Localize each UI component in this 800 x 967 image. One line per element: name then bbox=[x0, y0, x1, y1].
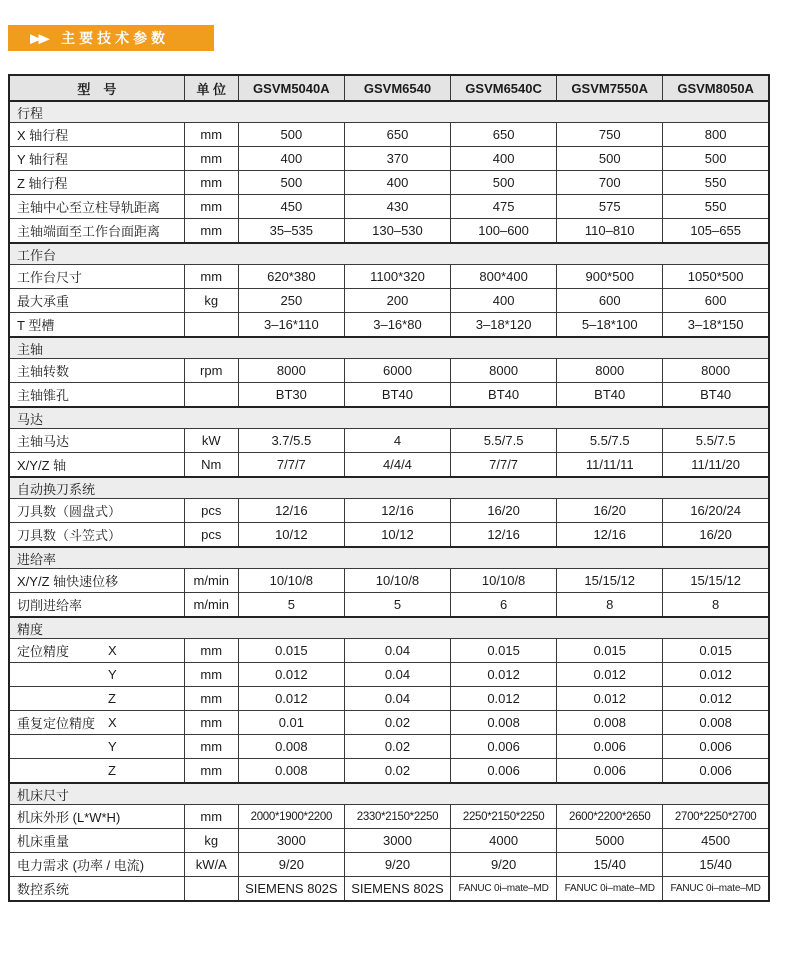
value-cell: 0.02 bbox=[344, 711, 450, 735]
value-cell: 1050*500 bbox=[663, 265, 769, 289]
value-cell: 0.015 bbox=[238, 639, 344, 663]
value-cell: 0.01 bbox=[238, 711, 344, 735]
value-cell: 10/12 bbox=[344, 523, 450, 548]
row-label-text: 主轴中心至立柱导轨距离 bbox=[17, 200, 161, 215]
unit-cell: mm bbox=[184, 735, 238, 759]
value-cell: 10/10/8 bbox=[238, 569, 344, 593]
value-cell: 500 bbox=[238, 171, 344, 195]
value-cell: 800*400 bbox=[451, 265, 557, 289]
unit-cell: m/min bbox=[184, 593, 238, 618]
section-title: 机床尺寸 bbox=[9, 783, 769, 805]
section-row bbox=[9, 547, 769, 569]
table-row bbox=[9, 711, 769, 735]
table-row bbox=[9, 265, 769, 289]
value-cell: 3–16*80 bbox=[344, 313, 450, 338]
value-cell: 400 bbox=[451, 147, 557, 171]
value-cell: 3–18*120 bbox=[451, 313, 557, 338]
table-row bbox=[9, 523, 769, 548]
section-row bbox=[9, 477, 769, 499]
unit-cell: mm bbox=[184, 663, 238, 687]
row-label bbox=[9, 639, 184, 663]
value-cell: 0.006 bbox=[663, 759, 769, 784]
row-label-text: 主轴端面至工作台面距离 bbox=[17, 224, 161, 239]
value-cell: 110–810 bbox=[557, 219, 663, 244]
row-label bbox=[9, 219, 184, 244]
value-cell: 8000 bbox=[238, 359, 344, 383]
row-label bbox=[9, 195, 184, 219]
value-cell: 2250*2150*2250 bbox=[451, 805, 557, 829]
table-row bbox=[9, 289, 769, 313]
unit-cell: kW/A bbox=[184, 853, 238, 877]
row-label bbox=[9, 265, 184, 289]
value-cell: 8000 bbox=[451, 359, 557, 383]
row-label bbox=[9, 359, 184, 383]
value-cell: SIEMENS 802S bbox=[344, 877, 450, 902]
row-label-text: 主轴马达 bbox=[17, 434, 70, 449]
value-cell: 5 bbox=[238, 593, 344, 618]
section-row bbox=[9, 783, 769, 805]
value-cell: 35–535 bbox=[238, 219, 344, 244]
table-row bbox=[9, 147, 769, 171]
row-label-text: 主轴锥孔 bbox=[17, 388, 70, 403]
value-cell: 0.012 bbox=[557, 687, 663, 711]
value-cell: BT40 bbox=[557, 383, 663, 408]
value-cell: 12/16 bbox=[557, 523, 663, 548]
model-column-header: 型 号 bbox=[9, 75, 184, 101]
unit-cell: m/min bbox=[184, 569, 238, 593]
value-cell: FANUC 0i–mate–MD bbox=[663, 877, 769, 902]
model-name-header: GSVM6540 bbox=[344, 75, 450, 101]
value-cell: 400 bbox=[238, 147, 344, 171]
row-label bbox=[9, 123, 184, 147]
value-cell: 0.008 bbox=[451, 711, 557, 735]
section-row bbox=[9, 617, 769, 639]
value-cell: 10/10/8 bbox=[344, 569, 450, 593]
unit-cell: rpm bbox=[184, 359, 238, 383]
section-row bbox=[9, 243, 769, 265]
value-cell: 2700*2250*2700 bbox=[663, 805, 769, 829]
row-label bbox=[9, 829, 184, 853]
banner-title: 主要技术参数 bbox=[61, 30, 170, 46]
table-row bbox=[9, 569, 769, 593]
row-label-text: 机床外形 (L*W*H) bbox=[17, 810, 121, 825]
value-cell: 0.006 bbox=[557, 759, 663, 784]
model-name-header: GSVM6540C bbox=[451, 75, 557, 101]
table-row bbox=[9, 639, 769, 663]
row-label bbox=[9, 569, 184, 593]
value-cell: 8000 bbox=[663, 359, 769, 383]
value-cell: 400 bbox=[344, 171, 450, 195]
table-row bbox=[9, 735, 769, 759]
section-title: 主轴 bbox=[9, 337, 769, 359]
value-cell: BT40 bbox=[663, 383, 769, 408]
row-label bbox=[9, 853, 184, 877]
row-label bbox=[9, 313, 184, 338]
unit-cell: kg bbox=[184, 829, 238, 853]
value-cell: BT40 bbox=[344, 383, 450, 408]
row-label bbox=[9, 171, 184, 195]
spec-table bbox=[8, 74, 770, 902]
unit-cell: mm bbox=[184, 123, 238, 147]
value-cell: 0.02 bbox=[344, 759, 450, 784]
value-cell: 500 bbox=[663, 147, 769, 171]
value-cell: 0.006 bbox=[557, 735, 663, 759]
value-cell: 16/20 bbox=[557, 499, 663, 523]
value-cell: 11/11/11 bbox=[557, 453, 663, 478]
section-row bbox=[9, 101, 769, 123]
unit-cell bbox=[184, 877, 238, 902]
value-cell: FANUC 0i–mate–MD bbox=[451, 877, 557, 902]
section-title: 马达 bbox=[9, 407, 769, 429]
table-row bbox=[9, 429, 769, 453]
value-cell: 430 bbox=[344, 195, 450, 219]
value-cell: 0.012 bbox=[557, 663, 663, 687]
model-name-header: GSVM7550A bbox=[557, 75, 663, 101]
value-cell: 0.012 bbox=[451, 663, 557, 687]
value-cell: 9/20 bbox=[451, 853, 557, 877]
value-cell: 7/7/7 bbox=[451, 453, 557, 478]
row-label bbox=[9, 663, 184, 687]
section-banner bbox=[8, 25, 214, 51]
row-label-text: 最大承重 bbox=[17, 294, 70, 309]
unit-cell bbox=[184, 383, 238, 408]
value-cell: 5–18*100 bbox=[557, 313, 663, 338]
row-label bbox=[9, 453, 184, 478]
value-cell: 4500 bbox=[663, 829, 769, 853]
value-cell: 0.008 bbox=[238, 735, 344, 759]
value-cell: 130–530 bbox=[344, 219, 450, 244]
value-cell: 4000 bbox=[451, 829, 557, 853]
table-row bbox=[9, 499, 769, 523]
table-row bbox=[9, 313, 769, 338]
row-label bbox=[9, 687, 184, 711]
double-arrow-icon: ▶▶ bbox=[30, 30, 48, 46]
value-cell: 0.012 bbox=[663, 687, 769, 711]
value-cell: 5.5/7.5 bbox=[663, 429, 769, 453]
value-cell: 12/16 bbox=[344, 499, 450, 523]
value-cell: 15/15/12 bbox=[557, 569, 663, 593]
value-cell: BT30 bbox=[238, 383, 344, 408]
value-cell: 16/20 bbox=[451, 499, 557, 523]
value-cell: 400 bbox=[451, 289, 557, 313]
value-cell: 8 bbox=[663, 593, 769, 618]
row-label-text: 电力需求 (功率 / 电流) bbox=[17, 858, 145, 873]
table-row bbox=[9, 663, 769, 687]
unit-cell: mm bbox=[184, 195, 238, 219]
value-cell: 8000 bbox=[557, 359, 663, 383]
table-row bbox=[9, 171, 769, 195]
table-row bbox=[9, 829, 769, 853]
value-cell: 15/40 bbox=[663, 853, 769, 877]
unit-cell: mm bbox=[184, 759, 238, 784]
unit-cell: mm bbox=[184, 219, 238, 244]
table-row bbox=[9, 453, 769, 478]
value-cell: 200 bbox=[344, 289, 450, 313]
axis-label: X bbox=[108, 643, 117, 658]
value-cell: 700 bbox=[557, 171, 663, 195]
value-cell: 3–18*150 bbox=[663, 313, 769, 338]
row-label bbox=[9, 499, 184, 523]
value-cell: 620*380 bbox=[238, 265, 344, 289]
value-cell: 0.006 bbox=[451, 759, 557, 784]
value-cell: 900*500 bbox=[557, 265, 663, 289]
value-cell: 3000 bbox=[238, 829, 344, 853]
model-name-header: GSVM8050A bbox=[663, 75, 769, 101]
section-title: 自动换刀系统 bbox=[9, 477, 769, 499]
value-cell: 500 bbox=[451, 171, 557, 195]
unit-cell: mm bbox=[184, 687, 238, 711]
value-cell: 7/7/7 bbox=[238, 453, 344, 478]
axis-label: Z bbox=[108, 763, 116, 778]
value-cell: 0.006 bbox=[451, 735, 557, 759]
model-name-header: GSVM5040A bbox=[238, 75, 344, 101]
value-cell: 0.015 bbox=[451, 639, 557, 663]
value-cell: 370 bbox=[344, 147, 450, 171]
value-cell: 12/16 bbox=[451, 523, 557, 548]
value-cell: 12/16 bbox=[238, 499, 344, 523]
value-cell: 0.012 bbox=[663, 663, 769, 687]
section-title: 进给率 bbox=[9, 547, 769, 569]
value-cell: SIEMENS 802S bbox=[238, 877, 344, 902]
row-label bbox=[9, 523, 184, 548]
value-cell: 550 bbox=[663, 171, 769, 195]
axis-label: Z bbox=[108, 691, 116, 706]
value-cell: 600 bbox=[663, 289, 769, 313]
table-row bbox=[9, 383, 769, 408]
value-cell: 8 bbox=[557, 593, 663, 618]
row-label-text: 主轴转数 bbox=[17, 364, 70, 379]
row-label-text: 刀具数（斗笠式） bbox=[17, 528, 122, 543]
unit-cell bbox=[184, 313, 238, 338]
value-cell: 475 bbox=[451, 195, 557, 219]
axis-label: Y bbox=[108, 739, 117, 754]
row-label-text: Z 轴行程 bbox=[17, 176, 68, 191]
section-title: 工作台 bbox=[9, 243, 769, 265]
row-label bbox=[9, 805, 184, 829]
row-label-text: 机床重量 bbox=[17, 834, 70, 849]
value-cell: 0.008 bbox=[238, 759, 344, 784]
value-cell: 6000 bbox=[344, 359, 450, 383]
value-cell: 9/20 bbox=[238, 853, 344, 877]
table-row bbox=[9, 759, 769, 784]
row-label bbox=[9, 429, 184, 453]
value-cell: 0.02 bbox=[344, 735, 450, 759]
value-cell: 2330*2150*2250 bbox=[344, 805, 450, 829]
section-row bbox=[9, 337, 769, 359]
table-row bbox=[9, 219, 769, 244]
table-row bbox=[9, 853, 769, 877]
value-cell: 15/15/12 bbox=[663, 569, 769, 593]
table-row bbox=[9, 593, 769, 618]
value-cell: 100–600 bbox=[451, 219, 557, 244]
value-cell: 250 bbox=[238, 289, 344, 313]
value-cell: 15/40 bbox=[557, 853, 663, 877]
value-cell: 550 bbox=[663, 195, 769, 219]
row-label bbox=[9, 877, 184, 902]
value-cell: 450 bbox=[238, 195, 344, 219]
value-cell: 0.008 bbox=[663, 711, 769, 735]
value-cell: BT40 bbox=[451, 383, 557, 408]
row-label bbox=[9, 711, 184, 735]
value-cell: 600 bbox=[557, 289, 663, 313]
value-cell: 650 bbox=[344, 123, 450, 147]
axis-label: Y bbox=[108, 667, 117, 682]
value-cell: 0.04 bbox=[344, 639, 450, 663]
value-cell: 9/20 bbox=[344, 853, 450, 877]
value-cell: 11/11/20 bbox=[663, 453, 769, 478]
table-header-row bbox=[9, 75, 769, 101]
table-row bbox=[9, 359, 769, 383]
section-title: 行程 bbox=[9, 101, 769, 123]
value-cell: 0.012 bbox=[238, 663, 344, 687]
value-cell: 1100*320 bbox=[344, 265, 450, 289]
value-cell: 3–16*110 bbox=[238, 313, 344, 338]
unit-cell: mm bbox=[184, 639, 238, 663]
value-cell: 6 bbox=[451, 593, 557, 618]
value-cell: 4 bbox=[344, 429, 450, 453]
value-cell: FANUC 0i–mate–MD bbox=[557, 877, 663, 902]
unit-cell: Nm bbox=[184, 453, 238, 478]
row-label bbox=[9, 759, 184, 784]
value-cell: 575 bbox=[557, 195, 663, 219]
value-cell: 16/20/24 bbox=[663, 499, 769, 523]
value-cell: 2600*2200*2650 bbox=[557, 805, 663, 829]
row-label-text: X/Y/Z 轴 bbox=[17, 458, 67, 473]
unit-cell: pcs bbox=[184, 523, 238, 548]
row-label-text: 数控系统 bbox=[17, 882, 70, 897]
value-cell: 0.012 bbox=[238, 687, 344, 711]
table-row bbox=[9, 877, 769, 902]
row-label bbox=[9, 289, 184, 313]
value-cell: 750 bbox=[557, 123, 663, 147]
value-cell: 3000 bbox=[344, 829, 450, 853]
unit-cell: mm bbox=[184, 711, 238, 735]
row-label-text: 切削进给率 bbox=[17, 598, 83, 613]
row-label bbox=[9, 147, 184, 171]
unit-cell: kg bbox=[184, 289, 238, 313]
value-cell: 16/20 bbox=[663, 523, 769, 548]
unit-cell: kW bbox=[184, 429, 238, 453]
value-cell: 2000*1900*2200 bbox=[238, 805, 344, 829]
value-cell: 5.5/7.5 bbox=[557, 429, 663, 453]
value-cell: 0.04 bbox=[344, 687, 450, 711]
value-cell: 105–655 bbox=[663, 219, 769, 244]
section-title: 精度 bbox=[9, 617, 769, 639]
table-row bbox=[9, 687, 769, 711]
unit-cell: mm bbox=[184, 265, 238, 289]
table-row bbox=[9, 195, 769, 219]
section-row bbox=[9, 407, 769, 429]
row-label-text: X/Y/Z 轴快速位移 bbox=[17, 574, 119, 589]
row-label-text: 重复定位精度 bbox=[17, 716, 96, 731]
value-cell: 4/4/4 bbox=[344, 453, 450, 478]
unit-cell: pcs bbox=[184, 499, 238, 523]
axis-label: X bbox=[108, 715, 117, 730]
value-cell: 10/12 bbox=[238, 523, 344, 548]
value-cell: 5000 bbox=[557, 829, 663, 853]
value-cell: 0.008 bbox=[557, 711, 663, 735]
unit-cell: mm bbox=[184, 147, 238, 171]
unit-column-header: 单 位 bbox=[184, 75, 238, 101]
value-cell: 500 bbox=[238, 123, 344, 147]
row-label-text: Y 轴行程 bbox=[17, 152, 69, 167]
value-cell: 0.015 bbox=[663, 639, 769, 663]
value-cell: 650 bbox=[451, 123, 557, 147]
row-label-text: 定位精度 bbox=[17, 644, 70, 659]
value-cell: 10/10/8 bbox=[451, 569, 557, 593]
row-label-text: T 型槽 bbox=[17, 318, 55, 333]
value-cell: 0.015 bbox=[557, 639, 663, 663]
table-row bbox=[9, 123, 769, 147]
unit-cell: mm bbox=[184, 805, 238, 829]
row-label bbox=[9, 383, 184, 408]
value-cell: 0.012 bbox=[451, 687, 557, 711]
unit-cell: mm bbox=[184, 171, 238, 195]
row-label bbox=[9, 735, 184, 759]
row-label-text: 刀具数（圆盘式） bbox=[17, 504, 122, 519]
value-cell: 0.006 bbox=[663, 735, 769, 759]
row-label-text: X 轴行程 bbox=[17, 128, 69, 143]
row-label-text: 工作台尺寸 bbox=[17, 270, 83, 285]
value-cell: 5 bbox=[344, 593, 450, 618]
value-cell: 500 bbox=[557, 147, 663, 171]
value-cell: 0.04 bbox=[344, 663, 450, 687]
table-row bbox=[9, 805, 769, 829]
value-cell: 5.5/7.5 bbox=[451, 429, 557, 453]
row-label bbox=[9, 593, 184, 618]
value-cell: 800 bbox=[663, 123, 769, 147]
value-cell: 3.7/5.5 bbox=[238, 429, 344, 453]
